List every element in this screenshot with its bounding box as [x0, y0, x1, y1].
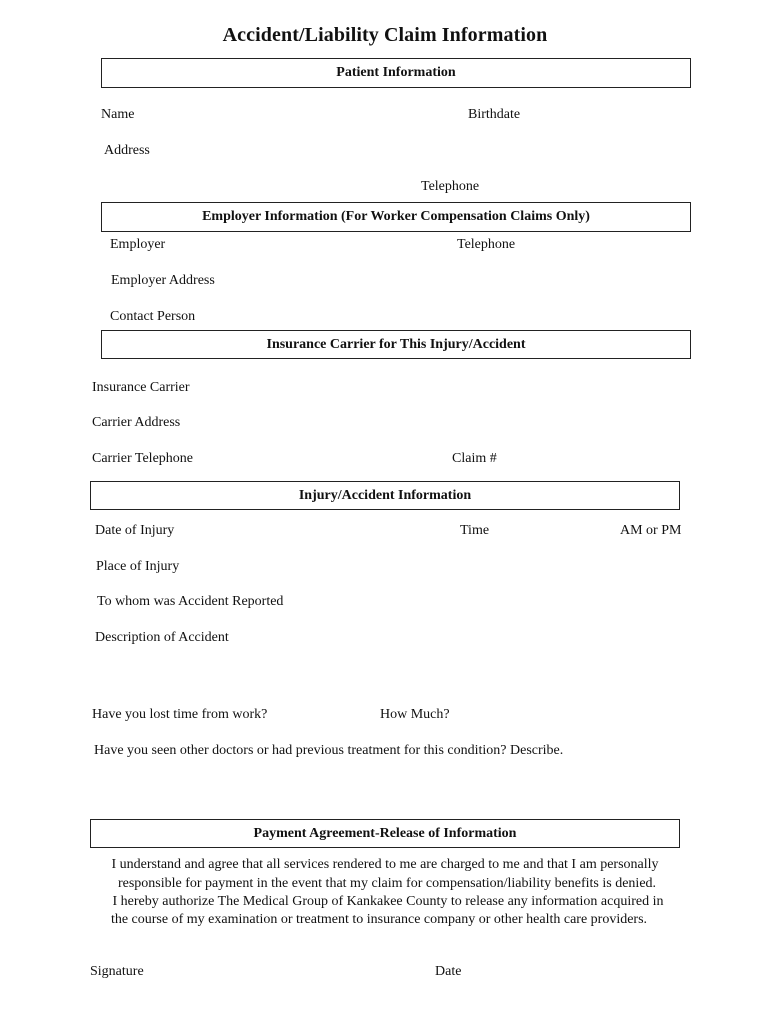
accident-reported-to-label: To whom was Accident Reported	[97, 594, 284, 609]
name-label: Name	[101, 107, 135, 122]
section-insurance-carrier: Insurance Carrier for This Injury/Accident	[101, 330, 691, 359]
carrier-telephone-label: Carrier Telephone	[92, 451, 193, 466]
claim-number-label: Claim #	[452, 451, 497, 466]
place-of-injury-label: Place of Injury	[96, 559, 180, 574]
section-injury-accident: Injury/Accident Information	[90, 481, 680, 510]
patient-telephone-label: Telephone	[421, 179, 480, 194]
agreement-line-4: the course of my examination or treatment to insurance company or other health care providers.	[110, 912, 648, 927]
am-pm-label: AM or PM	[620, 523, 682, 538]
employer-address-label: Employer Address	[111, 273, 215, 288]
contact-person-label: Contact Person	[110, 309, 196, 324]
how-much-label: How Much?	[380, 707, 450, 722]
time-label: Time	[460, 523, 490, 538]
address-label: Address	[104, 143, 150, 158]
section-payment-agreement: Payment Agreement-Release of Information	[90, 819, 680, 848]
agreement-line-1: I understand and agree that all services rendered to me are charged to me and that I am personally	[111, 857, 659, 872]
description-of-accident-label: Description of Accident	[95, 630, 229, 645]
date-label: Date	[435, 964, 462, 979]
signature-label: Signature	[90, 964, 144, 979]
agreement-line-2: responsible for payment in the event that my claim for compensation/liability benefits is denied.	[117, 876, 657, 891]
section-patient-information: Patient Information	[101, 58, 691, 88]
employer-telephone-label: Telephone	[457, 237, 516, 252]
birthdate-label: Birthdate	[468, 107, 521, 122]
carrier-address-label: Carrier Address	[92, 415, 181, 430]
date-of-injury-label: Date of Injury	[95, 523, 175, 538]
insurance-carrier-label: Insurance Carrier	[92, 380, 190, 395]
other-doctors-label: Have you seen other doctors or had previous treatment for this condition? Describe.	[94, 743, 564, 758]
lost-time-label: Have you lost time from work?	[92, 707, 268, 722]
section-employer-information: Employer Information (For Worker Compensation Claims Only)	[101, 202, 691, 232]
employer-label: Employer	[110, 237, 166, 252]
form-title: Accident/Liability Claim Information	[222, 24, 548, 46]
agreement-line-3: I hereby authorize The Medical Group of Kankakee County to release any information acquired in	[112, 894, 664, 909]
